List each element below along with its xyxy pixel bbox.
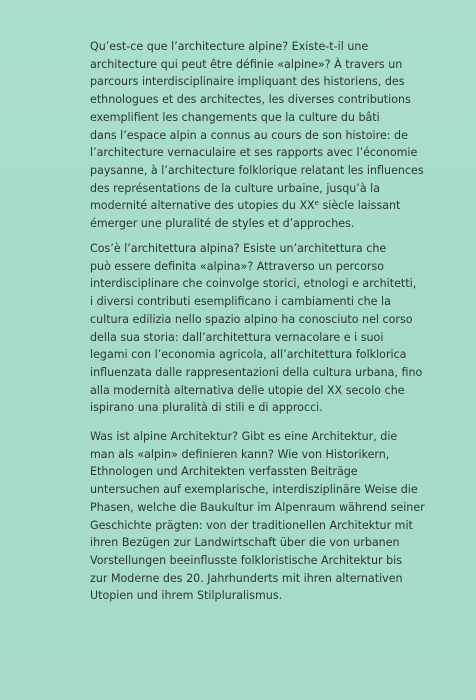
paragraph-german (90, 428, 425, 605)
text-line: Utopien und ihrem Stilpluralismus. (90, 589, 283, 603)
century-superscript: e (314, 199, 319, 208)
text-line: exemplifient les changements que la culture du bâti (90, 110, 380, 124)
text-line: Was ist alpine Architektur? Gibt es eine Architektur, die (90, 430, 398, 443)
text-line: Qu’est-ce que l’architecture alpine? Existe-t-il une (90, 40, 369, 53)
text-line: parcours interdisciplinaire impliquant des historiens, des (90, 75, 405, 89)
text-line-start: modernité alternative des utopies du XX (90, 199, 315, 213)
text-line: Cos’è l’architettura alpina? Esiste un’architettura che (90, 242, 387, 255)
text-line (90, 197, 420, 215)
paragraph-french (90, 38, 424, 233)
text-line: l’architecture vernaculaire et ses rapports avec l’économie (90, 146, 418, 160)
text-line: dans l’espace alpin a connus au cours de son histoire: de (90, 128, 408, 142)
text-line: Phasen, welche die Baukultur im Alpenraum während seiner (90, 500, 425, 514)
text-line: può essere definita «alpina»? Attraverso un percorso (90, 259, 385, 273)
text-line: alla modernità alternativa delle utopie del XX secolo che (90, 383, 405, 397)
text-line: della sua storia: dall’architettura vernacolare e i suoi (90, 330, 384, 344)
text-line: influenzata dalle rappresentazioni della cultura urbana, fino (90, 365, 423, 379)
text-line: des représentations de la culture urbaine, jusqu’à la (90, 181, 381, 195)
text-line: paysanne, à l’architecture folklorique relatant les influences (90, 163, 424, 177)
text-line: ispirano una pluralità di stili e di approcci. (90, 401, 323, 415)
text-line: man als «alpin» definieren kann? Wie von Historikern, (90, 447, 390, 461)
text-line: cultura edilizia nello spazio alpino ha conosciuto nel corso (90, 312, 413, 326)
text-line: architecture qui peut être définie «alpine»? À travers un (90, 57, 403, 71)
text-line: zur Moderne des 20. Jahrhunderts mit ihren alternativen (90, 571, 403, 585)
text-line: ethnologues et des architectes, les diverses contributions (90, 93, 411, 107)
text-line: ihren Bezügen zur Landwirtschaft über die von urbanen (90, 536, 400, 550)
text-line: émerger une pluralité de styles et d’approches. (90, 217, 355, 231)
paragraph-italian (90, 240, 423, 417)
text-line: Geschichte prägten: von der traditionellen Architektur mit (90, 518, 413, 532)
text-line: Vorstellungen beeinflusste folkloristische Architektur bis (90, 553, 403, 567)
text-line: untersuchen auf exemplarische, interdisziplinäre Weise die (90, 483, 418, 497)
text-line: Ethnologen und Architekten verfassten Beiträge (90, 465, 358, 479)
text-line: legami con l’economia agricola, all’architettura folklorica (90, 348, 407, 362)
text-line: i diversi contributi esemplificano i cambiamenti che la (90, 295, 391, 309)
text-line: interdisciplinare che coinvolge storici, etnologi e architetti, (90, 277, 417, 291)
text-line-end: siècle laissant (318, 199, 401, 213)
